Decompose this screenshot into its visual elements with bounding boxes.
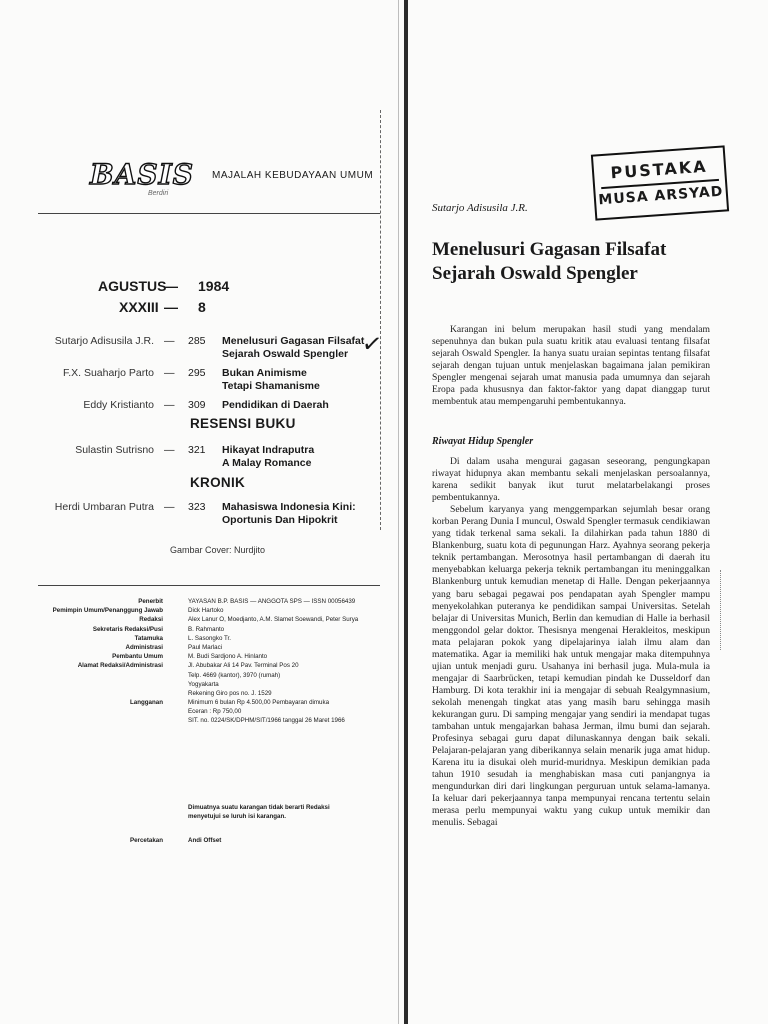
colophon-value: Paul Marlaci <box>188 643 223 651</box>
toc-dash: — <box>164 501 175 513</box>
stamp-line-1: PUSTAKA <box>609 156 709 183</box>
handwritten-checkmark: ✓ <box>360 328 384 360</box>
issue-year: 1984 <box>198 278 230 294</box>
issue-month: AGUSTUS <box>98 278 167 294</box>
colophon-value: Rekening Giro pos no. J. 1529 <box>188 689 272 697</box>
colophon-value: B. Rahmanto <box>188 625 225 633</box>
colophon-label: Administrasi <box>125 643 163 651</box>
toc-page: 321 <box>188 444 206 456</box>
basis-logo: BASIS <box>90 158 194 191</box>
toc-author: Herdi Umbaran Putra <box>54 501 154 513</box>
printer-value: Andi Offset <box>188 837 222 844</box>
colophon-value: SIT. no. 0224/SK/DPHM/SIT/1966 tanggal 26 Maret 1966 <box>188 717 345 725</box>
issue-number: 8 <box>198 299 206 315</box>
colophon-row <box>38 615 378 624</box>
article-intro <box>432 324 710 408</box>
colophon-rule <box>38 585 380 586</box>
body-paragraph: Sebelum karyanya yang menggemparkan sejumlah besar orang korban Perang Dunia I muncul, Oswald Spengler termasuk cendikiawan yang tidak terkenal sama sekali. Ia dilahirkan pada tahun 1880 di Blankenburg, suatu kota di pegunungan Harz. Ayahnya seorang pekerja teknik pertambangan. Merosotnya hasil pertambangan di daerah itu menyebabkan keluarga pekerja teknik pertambangan itu meninggalkan Blankenburg untuk kemudian menetap di Halle. Dengan pekerjaannya yang baru sebagai pegawai pos pendapatan ayah Spengler mampu menyekolahkan puteranya ke pendidikan sampai Universitas. Setelah belajar di Universitas Munich, Berlin dan kemudian di Halle ia berhasil menggondol gelar doktor. Thesisnya mengenai Herakleitos, meskipun mata pelajaran pokok yang dipelajarinya ialah ilmu alam dan matematika. Agar ia memiliki hak untuk mengajar maka ditempuhnya ujian untuk menjadi guru. Usahanya ini berhasil juga. Mula-mula ia mengajar di Saarbrücken, tetapi kemudian pindah ke Dusseldorf dan Hamburg. Di kota terakhir ini ia mengajar di sebuah Realgymnasium, sekolah menengah tingkat atas yang masih baru sehingga masih kekurangan guru. Di samping mengajar yang sendiri ia mendapat tugas tambahan untuk mengajarkan bahasa Jerman, ilmu bumi dan sejarah. Profesinya sebagai guru dapat dilunaskannya dengan baik sekali. Pelajaran-pelajaran yang diberikannya selain menarik juga amat hidup. Karena itu ia disukai oleh murid-muridnya. Meskipun demikian pada tahun 1910 sesudah ia menghabiskan masa cuti panjangnya ia mengundurkan diri dari lingkungan perguruan untuk selama-lamanya. Ia keluar dari pekerjaannya tanpa mempunyai rencana tertentu selain merasa perlu mempunyai waktu yang cukup untuk memikir dan menulis. Sebagai <box>432 504 710 829</box>
issue-volume: XXXIII <box>119 299 159 315</box>
header-rule <box>38 213 380 214</box>
toc-author: F.X. Suaharjo Parto <box>62 367 154 379</box>
colophon-value: Eceran : Rp 750,00 <box>188 708 242 716</box>
colophon-value: YAYASAN B.P. BASIS — ANGGOTA SPS — ISSN 00056439 <box>188 598 356 605</box>
toc-page: 295 <box>188 367 206 379</box>
colophon-row <box>38 698 378 707</box>
toc-page: 285 <box>188 335 206 347</box>
toc-author: Eddy Kristianto <box>83 399 154 411</box>
toc-author: Sulastin Sutrisno <box>75 444 154 456</box>
margin-mark <box>720 570 721 650</box>
colophon-label: Pemimpin Umum/Penanggung Jawab <box>52 607 163 615</box>
binding-edge <box>404 0 408 1024</box>
library-stamp <box>591 145 729 220</box>
toc-author: Sutarjo Adisusila J.R. <box>54 335 154 347</box>
colophon-value: L. Sasongko Tr. <box>188 634 231 642</box>
toc-dash: — <box>164 367 175 379</box>
colophon-label: Sekretaris Redaksi/Pusi <box>92 625 163 633</box>
toc-title: Menelusuri Gagasan Filsafat Sejarah Oswald Spengler <box>222 335 365 360</box>
colophon-row <box>38 634 378 643</box>
toc-title: Hikayat Indraputra A Malay Romance <box>222 444 315 469</box>
colophon-label: Pembantu Umum <box>112 653 163 661</box>
toc-dash: — <box>164 335 175 347</box>
logo-subtext: Berdiri <box>148 190 169 197</box>
colophon-value: M. Budi Sardjono A. Hinlanto <box>188 653 268 661</box>
colophon <box>38 597 378 726</box>
colophon-row <box>38 680 378 689</box>
colophon-row <box>38 597 378 606</box>
colophon-label: Tatamuka <box>134 634 163 642</box>
toc-page: 309 <box>188 399 206 411</box>
colophon-row <box>38 671 378 680</box>
colophon-row <box>38 625 378 634</box>
masthead <box>90 152 380 202</box>
colophon-row <box>38 643 378 652</box>
colophon-label: Redaksi <box>139 616 163 624</box>
intro-paragraph: Karangan ini belum merupakan hasil studi yang mendalam sepenuhnya dan bukan pula suatu kritik atau evaluasi tentang filsafat sejarah Oswald Spengler. Ia hanya suatu uraian sepintas tentang filsafat sejarah dengan tujuan untuk menjelaskan bagaimana jalan pemikiran Spengler mengenai sejarah umat manusia pada umumnya dan sejarah Eropa pada khususnya dan faktor-faktor yang dapat dianggap turut membentuk atau mempengaruhi pembentukannya. <box>432 324 710 408</box>
page-fold-shadow <box>398 0 399 1024</box>
colophon-value: Dick Hartoko <box>188 607 224 615</box>
article-subheading: Riwayat Hidup Spengler <box>432 436 534 447</box>
colophon-label: Langganan <box>129 699 163 707</box>
issue-dash: — <box>164 299 178 315</box>
colophon-row <box>38 606 378 615</box>
issue-dash: — <box>164 278 178 294</box>
colophon-row <box>38 716 378 725</box>
colophon-label: Alamat Redaksi/Administrasi <box>77 662 163 670</box>
magazine-tagline: MAJALAH KEBUDAYAAN UMUM <box>212 170 374 181</box>
printer-label: Percetakan <box>129 837 163 844</box>
section-resensi-buku: RESENSI BUKU <box>190 416 296 431</box>
section-kronik: KRONIK <box>190 475 246 490</box>
toc-dash: — <box>164 399 175 411</box>
colophon-value: Minimum 6 bulan Rp 4.500,00 Pembayaran dimuka <box>188 699 330 707</box>
toc-title: Mahasiswa Indonesia Kini: Oportunis Dan Hipokrit <box>222 501 356 526</box>
toc-dash: — <box>164 444 175 456</box>
toc-title: Pendidikan di Daerah <box>222 399 329 411</box>
colophon-value: Telp. 4669 (kantor), 3970 (rumah) <box>188 671 281 679</box>
stamp-line-2: MUSA ARSYAD <box>597 183 724 209</box>
article-byline: Sutarjo Adisusila J.R. <box>432 202 528 214</box>
colophon-row <box>38 707 378 716</box>
colophon-value: Jl. Abubakar Ali 14 Pav. Terminal Pos 20 <box>188 662 299 670</box>
column-divider <box>380 110 381 530</box>
colophon-row <box>38 661 378 670</box>
article-title: Menelusuri Gagasan Filsafat Sejarah Oswald Spengler <box>432 239 667 284</box>
toc-title: Bukan Animisme Tetapi Shamanisme <box>222 367 320 392</box>
cover-credit: Gambar Cover: Nurdjito <box>170 545 266 555</box>
colophon-row <box>38 652 378 661</box>
editorial-disclaimer: Dimuatnya suatu karangan tidak berarti Redaksi menyetujui se luruh isi karangan. <box>188 804 330 820</box>
toc-page: 323 <box>188 501 206 513</box>
colophon-row <box>38 689 378 698</box>
colophon-value: Yogyakarta <box>188 680 219 688</box>
colophon-label: Penerbit <box>138 598 163 605</box>
colophon-value: Alex Lanur O, Moedjanto, A.M. Slamet Soewandi, Peter Surya <box>188 616 359 624</box>
body-paragraph: Di dalam usaha mengurai gagasan seseorang, pengungkapan riwayat hidupnya akan membantu sekali menjelaskan persoalannya, karena sedikit banyak ikut turut melatarbelakangi proses pembentukannya. <box>432 456 710 504</box>
article-body <box>432 456 710 829</box>
